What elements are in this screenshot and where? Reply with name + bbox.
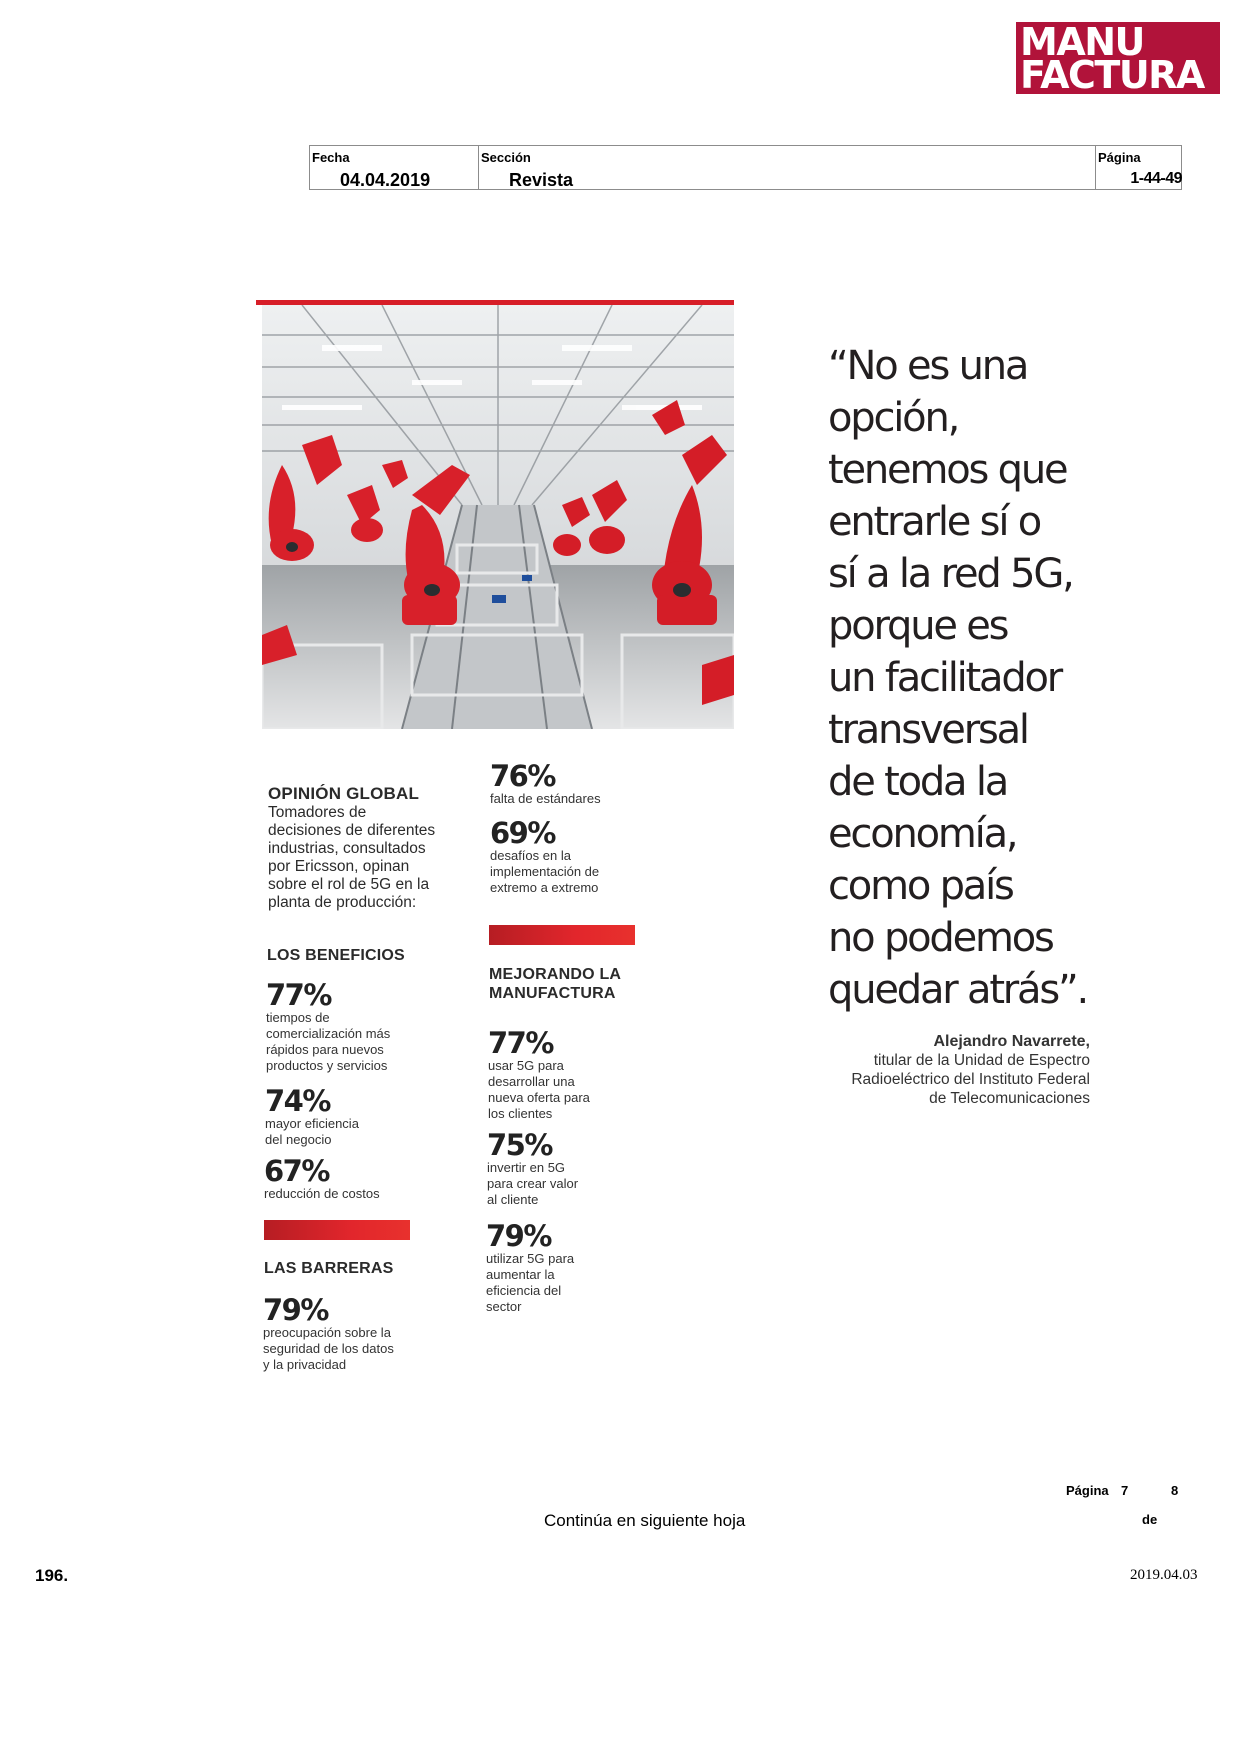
mejorando-title-line: MEJORANDO LA: [489, 966, 622, 983]
stat-text-line: nueva oferta para: [488, 1090, 590, 1105]
stat-text-line: aumentar la: [486, 1267, 555, 1282]
pagina-value: 1-44-49: [1130, 170, 1182, 187]
stat-percent: 67%: [264, 1154, 329, 1188]
barrera-stat: [490, 761, 601, 807]
quote-line: “No es una: [828, 343, 1028, 389]
stat-text-line: tiempos de: [266, 1010, 330, 1025]
barrera-stat: [263, 1295, 394, 1373]
stat-text-line: rápidos para nuevos: [266, 1042, 384, 1057]
stat-text-line: preocupación sobre la: [263, 1325, 391, 1340]
capture-date: 2019.04.03: [1130, 1567, 1198, 1583]
opinion-intro-line: Tomadores de: [268, 804, 367, 821]
seccion-label: Sección: [481, 150, 531, 165]
quote-line: opción,: [828, 395, 959, 441]
mejorando-stat: [488, 1028, 590, 1122]
opinion-intro-line: planta de producción:: [268, 894, 417, 911]
stat-text-line: del negocio: [265, 1132, 332, 1147]
stat-percent: 76%: [490, 759, 555, 793]
beneficios-title: LOS BENEFICIOS: [267, 947, 405, 964]
quote-line: entrarle sí o: [828, 499, 1041, 545]
stat-text-line: y la privacidad: [263, 1357, 347, 1372]
mejorando-title-line: MANUFACTURA: [489, 985, 616, 1002]
stat-text-line: utilizar 5G para: [486, 1251, 575, 1266]
stat-percent: 77%: [266, 978, 331, 1012]
opinion-intro: [268, 804, 435, 912]
factory-illustration: [262, 305, 734, 729]
barreras-title: LAS BARRERAS: [264, 1260, 394, 1277]
quote-line: quedar atrás”.: [828, 967, 1088, 1013]
stat-text-line: al cliente: [487, 1192, 539, 1207]
footer-pagina-label: Página: [1066, 1483, 1109, 1498]
stat-text-line: reducción de costos: [264, 1186, 380, 1201]
fecha-label: Fecha: [312, 150, 350, 165]
quote-line: como país: [828, 863, 1013, 909]
continua-note: Continúa en siguiente hoja: [544, 1511, 746, 1530]
opinion-intro-line: decisiones de diferentes: [268, 822, 436, 839]
quote-line: economía,: [828, 811, 1017, 857]
stat-text-line: usar 5G para: [488, 1058, 564, 1073]
logo-line-1: MANU: [1020, 20, 1144, 64]
manufactura-logo: [1016, 20, 1220, 97]
fecha-value: 04.04.2019: [340, 170, 431, 190]
seccion-value: Revista: [509, 170, 574, 190]
footer-page-total: 8: [1171, 1483, 1179, 1498]
stat-text-line: comercialización más: [266, 1026, 391, 1041]
stat-percent: 74%: [265, 1084, 330, 1118]
quote-line: de toda la: [828, 759, 1008, 805]
seccion-cell: [479, 146, 1096, 189]
quote-line: tenemos que: [828, 447, 1067, 493]
beneficio-stat: [266, 980, 390, 1074]
stat-percent: 69%: [490, 816, 555, 850]
factory-robots-photo: [262, 305, 734, 729]
pagina-label: Página: [1098, 150, 1141, 165]
stat-text-line: productos y servicios: [266, 1058, 388, 1073]
logo-line-2: FACTURA: [1020, 53, 1204, 97]
beneficio-stat: [265, 1086, 359, 1148]
pull-quote: [828, 340, 1158, 1016]
mejorando-title: [489, 965, 621, 1003]
quote-line: transversal: [828, 707, 1028, 753]
stat-text-line: para crear valor: [487, 1176, 579, 1191]
stat-text-line: seguridad de los datos: [263, 1341, 394, 1356]
quote-role-line: de Telecomunicaciones: [929, 1090, 1090, 1107]
quote-line: un facilitador: [828, 655, 1062, 701]
stat-percent: 79%: [486, 1219, 551, 1253]
stat-text-line: los clientes: [488, 1106, 553, 1121]
stat-text-line: falta de estándares: [490, 791, 601, 806]
stat-percent: 79%: [263, 1293, 328, 1327]
opinion-intro-line: por Ericsson, opinan: [268, 858, 410, 875]
document-number: 196.: [35, 1566, 69, 1585]
opinion-title: OPINIÓN GLOBAL: [268, 784, 420, 803]
footer-de-label: de: [1142, 1512, 1158, 1527]
mejorando-stat: [486, 1221, 574, 1315]
quote-attribution: [790, 1032, 1090, 1108]
stat-percent: 77%: [488, 1026, 553, 1060]
pagina-cell: [1096, 146, 1182, 189]
footer-page-current: 7: [1121, 1483, 1129, 1498]
beneficio-stat: [264, 1156, 380, 1202]
stat-text-line: mayor eficiencia: [265, 1116, 359, 1131]
quote-line: no podemos: [828, 915, 1053, 961]
mejorando-stat: [487, 1130, 578, 1208]
quote-line: porque es: [828, 603, 1008, 649]
opinion-intro-line: sobre el rol de 5G en la: [268, 876, 430, 893]
stat-text-line: extremo a extremo: [490, 880, 599, 895]
stat-percent: 75%: [487, 1128, 552, 1162]
barrera-stat: [490, 818, 599, 896]
stat-text-line: desafíos en la: [490, 848, 571, 863]
fecha-cell: [310, 146, 479, 189]
stat-text-line: desarrollar una: [488, 1074, 575, 1089]
quote-line: sí a la red 5G,: [828, 551, 1073, 597]
quote-role-line: titular de la Unidad de Espectro: [873, 1052, 1090, 1069]
clipping-header-table: [309, 145, 1182, 190]
stat-text-line: invertir en 5G: [487, 1160, 566, 1175]
quote-role-line: Radioeléctrico del Instituto Federal: [851, 1071, 1090, 1088]
stat-text-line: sector: [486, 1299, 522, 1314]
section-divider-bar: [489, 925, 635, 945]
quote-author: Alejandro Navarrete,: [933, 1033, 1090, 1050]
opinion-intro-line: industrias, consultados: [268, 840, 426, 857]
stat-text-line: eficiencia del: [486, 1283, 562, 1298]
section-divider-bar: [264, 1220, 410, 1240]
stat-text-line: implementación de: [490, 864, 600, 879]
